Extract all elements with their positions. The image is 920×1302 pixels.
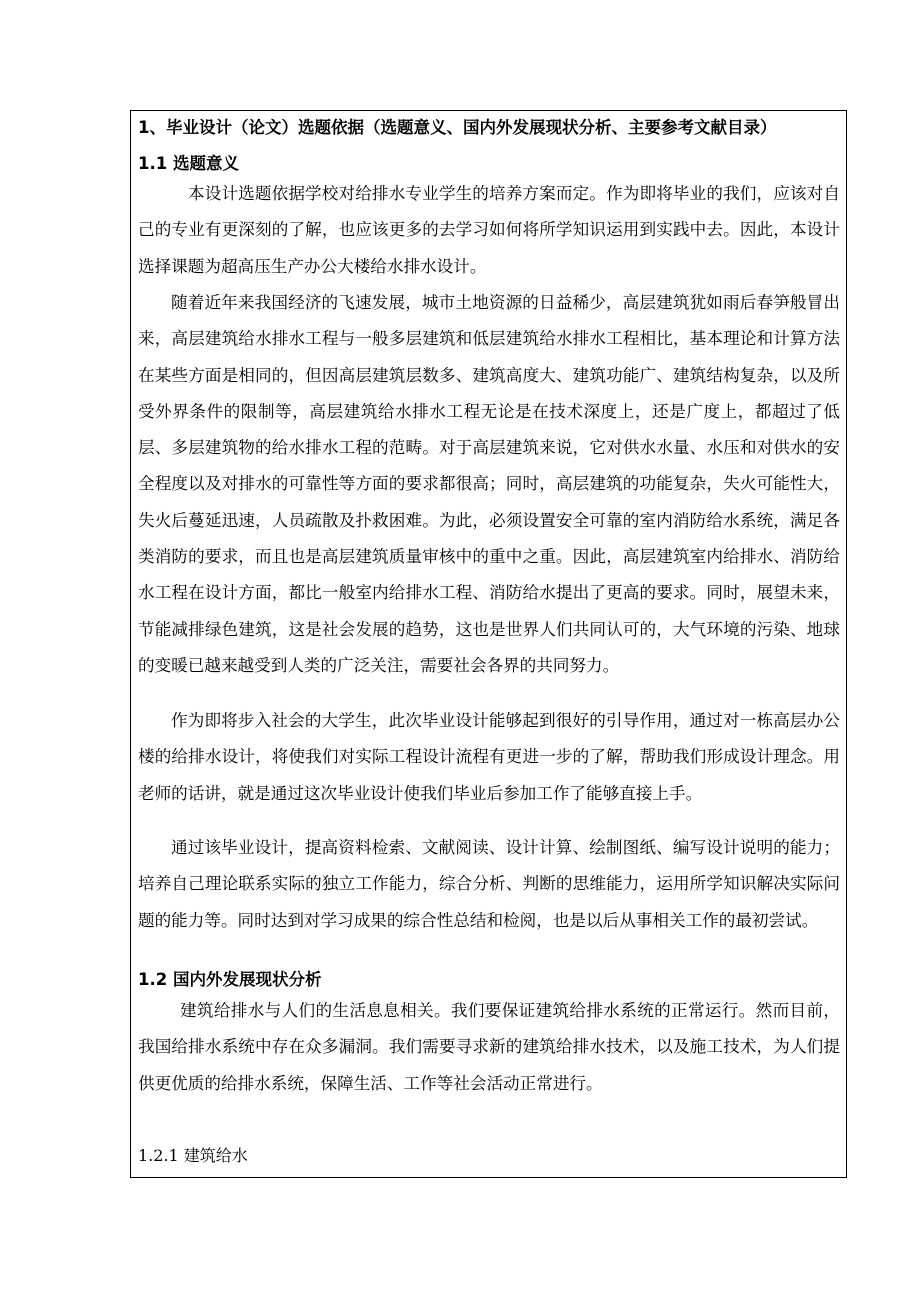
paragraph-1-1-a: 本设计选题依据学校对给排水专业学生的培养方案而定。作为即将毕业的我们，应该对自己的专业有更深刻的了解，也应该更多的去学习如何将所学知识运用到实践中去。因此，本设计选择课题为超高压生产办公大楼给水排水设计。 [138,184,840,276]
paragraph-1-1-d: 通过该毕业设计，提高资料检索、文献阅读、设计计算、绘制图纸、编写设计说明的能力；培养自己理论联系实际的独立工作能力，综合分析、判断的思维能力，运用所学知识解决实际问题的能力等。同时达到对学习成果的综合性总结和检阅，也是以后从事相关工作的最初尝试。 [138,838,840,930]
subsection-title-1-1: 1.1 选题意义 [138,154,239,173]
paragraph-1-1-b: 随着近年来我国经济的飞速发展，城市土地资源的日益稀少，高层建筑犹如雨后春笋般冒出来，高层建筑给水排水工程与一般多层建筑和低层建筑给水排水工程相比，基本理论和计算方法在某些方面是相同的，但因高层建筑层数多、建筑高度大、建筑功能广、建筑结构复杂，以及所受外界条件的限制等，高层建筑给水排水工程无论是在技术深度上，还是广度上，都超过了低层、多层建筑物的给水排水工程的范畴。对于高层建筑来说，它对供水水量、水压和对供水的安全程度以及对排水的可靠性等方面的要求都很高；同时，高层建筑的功能复杂，失火可能性大，失火后蔓延迅速，人员疏散及扑救困难。为此，必须设置安全可靠的室内消防给水系统，满足各类消防的要求，而且也是高层建筑质量审核中的重中之重。因此，高层建筑室内给排水、消防给水工程在设计方面，都比一般室内给排水工程、消防给水提出了更高的要求。同时，展望未来，节能减排绿色建筑，这是社会发展的趋势，这也是世界人们共同认可的，大气环境的污染、地球的变暖已越来越受到人类的广泛关注，需要社会各界的共同努力。 [138,293,840,675]
subsection-title-1-2: 1.2 国内外发展现状分析 [138,970,322,989]
paragraph-1-2: 建筑给排水与人们的生活息息相关。我们要保证建筑给排水系统的正常运行。然而目前，我国给排水系统中存在众多漏洞。我们需要寻求新的建筑给排水技术，以及施工技术，为人们提供更优质的给排水系统，保障生活、工作等社会活动正常进行。 [138,1001,840,1093]
subsection-title-1-2-1: 1.2.1 建筑给水 [138,1146,248,1165]
paragraph-1-1-c: 作为即将步入社会的大学生，此次毕业设计能够起到很好的引导作用，通过对一栋高层办公楼的给排水设计，将使我们对实际工程设计流程有更进一步的了解，帮助我们形成设计理念。用老师的话讲，就是通过这次毕业设计使我们毕业后参加工作了能够直接上手。 [138,711,840,803]
section-title: 1、毕业设计（论文）选题依据（选题意义、国内外发展现状分析、主要参考文献目录） [138,118,777,137]
